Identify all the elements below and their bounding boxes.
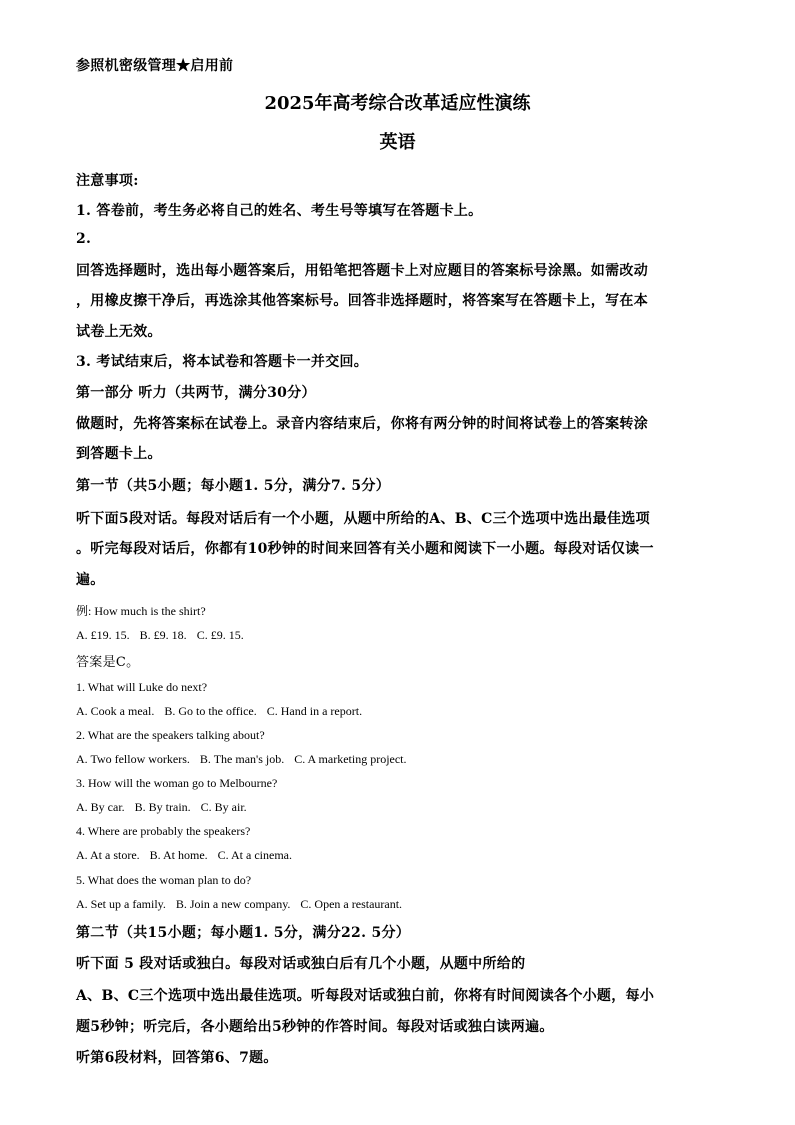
question-2: 2. What are the speakers talking about? (76, 728, 265, 742)
option: A. Two fellow workers. (76, 752, 190, 766)
notes-heading: 注意事项: (76, 173, 139, 189)
question-5-options (76, 897, 412, 912)
section2-heading: 第二节（共15小题；每小题1. 5分，满分22. 5分） (76, 925, 411, 941)
material-6-heading: 听第6段材料，回答第6、7题。 (76, 1050, 278, 1066)
section2-instr-line1: 听下面 5 段对话或独白。每段对话或独白后有几个小题，从题中所给的 (76, 956, 526, 972)
exam-title: 2025年高考综合改革适应性演练 (264, 93, 531, 114)
option: B. At home. (149, 848, 208, 862)
subject-title: 英语 (379, 132, 416, 153)
option: B. Join a new company. (175, 897, 291, 911)
note-item-2-number: 2. (76, 231, 92, 247)
note-item-2-line1: 回答选择题时，选出每小题答案后，用铅笔把答题卡上对应题目的答案标号涂黑。如需改动 (76, 263, 648, 279)
option: C. At a cinema. (217, 848, 292, 862)
section1-instr-line2: 。听完每段对话后，你都有10秒钟的时间来回答有关小题和阅读下一小题。每段对话仅读一 (76, 541, 654, 557)
option: B. The man's job. (199, 752, 285, 766)
note-item-1: 1. 答卷前，考生务必将自己的姓名、考生号等填写在答题卡上。 (76, 203, 483, 219)
section1-instr-line3: 遍。 (76, 572, 105, 588)
secrecy-label: 参照机密级管理★启用前 (76, 58, 234, 74)
question-5: 5. What does the woman plan to do? (76, 873, 252, 887)
option: A. Cook a meal. (76, 704, 155, 718)
section2-instr-line3: 题5秒钟；听完后，各小题给出5秒钟的作答时间。每段对话或独白读两遍。 (76, 1019, 554, 1035)
option: B. By train. (134, 800, 191, 814)
part1-intro-line2: 到答题卡上。 (76, 446, 162, 462)
option: C. Hand in a report. (266, 704, 363, 718)
question-3: 3. How will the woman go to Melbourne? (76, 776, 278, 790)
option: A. £19. 15. (76, 628, 130, 642)
note-item-3: 3. 考试结束后，将本试卷和答题卡一并交回。 (76, 354, 369, 370)
question-3-options (76, 800, 257, 815)
option: A. At a store. (76, 848, 140, 862)
option: C. By air. (200, 800, 247, 814)
question-4-options (76, 848, 302, 863)
section1-instr-line1: 听下面5段对话。每段对话后有一个小题，从题中所给的A、B、C三个选项中选出最佳选项 (76, 511, 650, 527)
example-answer: 答案是C。 (76, 655, 140, 670)
option: B. Go to the office. (164, 704, 257, 718)
note-item-2-line3: 试卷上无效。 (76, 324, 162, 340)
option: A. By car. (76, 800, 125, 814)
example-options (76, 628, 254, 643)
question-2-options (76, 752, 417, 767)
option: C. £9. 15. (196, 628, 244, 642)
question-4: 4. Where are probably the speakers? (76, 824, 251, 838)
option: C. Open a restaurant. (300, 897, 403, 911)
part1-intro-line1: 做题时，先将答案标在试卷上。录音内容结束后，你将有两分钟的时间将试卷上的答案转涂 (76, 416, 648, 432)
question-1-options (76, 704, 372, 719)
section1-heading: 第一节（共5小题；每小题1. 5分，满分7. 5分） (76, 478, 391, 494)
option: C. A marketing project. (294, 752, 407, 766)
section2-instr-line2: A、B、C三个选项中选出最佳选项。听每段对话或独白前，你将有时间阅读各个小题，每小 (76, 988, 655, 1004)
part1-heading: 第一部分 听力（共两节，满分30分） (76, 385, 316, 401)
example-question: 例: How much is the shirt? (76, 604, 206, 618)
note-item-2-line2: ，用橡皮擦干净后，再选涂其他答案标号。回答非选择题时，将答案写在答题卡上，写在本 (76, 293, 648, 309)
option: B. £9. 18. (139, 628, 187, 642)
option: A. Set up a family. (76, 897, 166, 911)
question-1: 1. What will Luke do next? (76, 680, 208, 694)
